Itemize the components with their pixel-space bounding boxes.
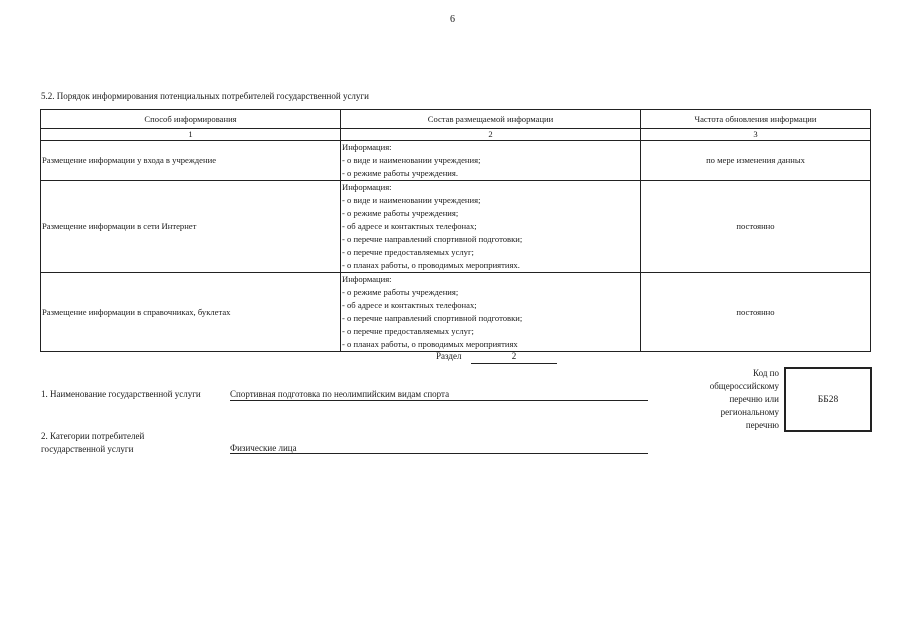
column-header-method: Способ информирования xyxy=(41,110,341,129)
content-line: - об адресе и контактных телефонах; xyxy=(342,221,477,231)
column-header-frequency: Частота обновления информации xyxy=(641,110,871,129)
method-cell: Размещение информации в справочниках, буклетах xyxy=(41,273,341,352)
content-line: Информация: xyxy=(342,142,392,152)
informing-table xyxy=(40,109,871,352)
content-line: - о режиме работы учреждения; xyxy=(342,287,459,297)
content-line: - о перечне направлений спортивной подготовки; xyxy=(342,234,523,244)
content-line: - о перечне направлений спортивной подготовки; xyxy=(342,313,523,323)
content-line: - о виде и наименовании учреждения; xyxy=(342,195,481,205)
frequency-cell: постоянно xyxy=(641,181,871,273)
section-label: Раздел xyxy=(436,351,462,361)
code-label-line: Код по xyxy=(753,368,779,378)
service-name-label: 1. Наименование государственной услуги xyxy=(41,389,201,399)
table-index-row xyxy=(41,129,871,141)
table-header-row xyxy=(41,110,871,129)
code-label-line: общероссийскому xyxy=(709,381,779,391)
page-number: 6 xyxy=(450,14,455,25)
table-row xyxy=(41,141,871,181)
column-index-2: 2 xyxy=(341,129,641,141)
content-line: Информация: xyxy=(342,274,392,284)
table-row xyxy=(41,181,871,273)
content-line: - о режиме работы учреждения; xyxy=(342,208,459,218)
consumer-category-value: Физические лица xyxy=(230,443,648,454)
code-value: ББ28 xyxy=(817,394,839,405)
method-cell: Размещение информации в сети Интернет xyxy=(41,181,341,273)
code-label xyxy=(684,367,779,432)
content-line: - о планах работы, о проводимых мероприятиях. xyxy=(342,260,520,270)
content-line: - о планах работы, о проводимых мероприятиях xyxy=(342,339,518,349)
column-index-1: 1 xyxy=(41,129,341,141)
code-label-line: перечню или xyxy=(729,394,779,404)
section-title: 5.2. Порядок информирования потенциальных потребителей государственной услуги xyxy=(41,91,369,101)
code-label-line: перечню xyxy=(745,420,779,430)
code-label-line: региональному xyxy=(720,407,779,417)
content-line: Информация: xyxy=(342,182,392,192)
service-name-value: Спортивная подготовка по неолимпийским видам спорта xyxy=(230,389,648,401)
table-row xyxy=(41,273,871,352)
frequency-cell: по мере изменения данных xyxy=(641,141,871,181)
column-index-3: 3 xyxy=(641,129,871,141)
frequency-cell: постоянно xyxy=(641,273,871,352)
consumer-category-label xyxy=(41,430,144,456)
content-line: - о перечне предоставляемых услуг; xyxy=(342,247,474,257)
content-line: - об адресе и контактных телефонах; xyxy=(342,300,477,310)
consumer-category-label-line: государственной услуги xyxy=(41,444,134,454)
code-box xyxy=(784,367,872,432)
content-cell xyxy=(341,141,641,181)
content-cell xyxy=(341,273,641,352)
column-header-content: Состав размещаемой информации xyxy=(341,110,641,129)
method-cell: Размещение информации у входа в учреждение xyxy=(41,141,341,181)
content-line: - о режиме работы учреждения. xyxy=(342,168,459,178)
consumer-category-label-line: 2. Категории потребителей xyxy=(41,431,145,441)
content-cell xyxy=(341,181,641,273)
content-line: - о перечне предоставляемых услуг; xyxy=(342,326,474,336)
section-number: 2 xyxy=(471,351,557,364)
content-line: - о виде и наименовании учреждения; xyxy=(342,155,481,165)
